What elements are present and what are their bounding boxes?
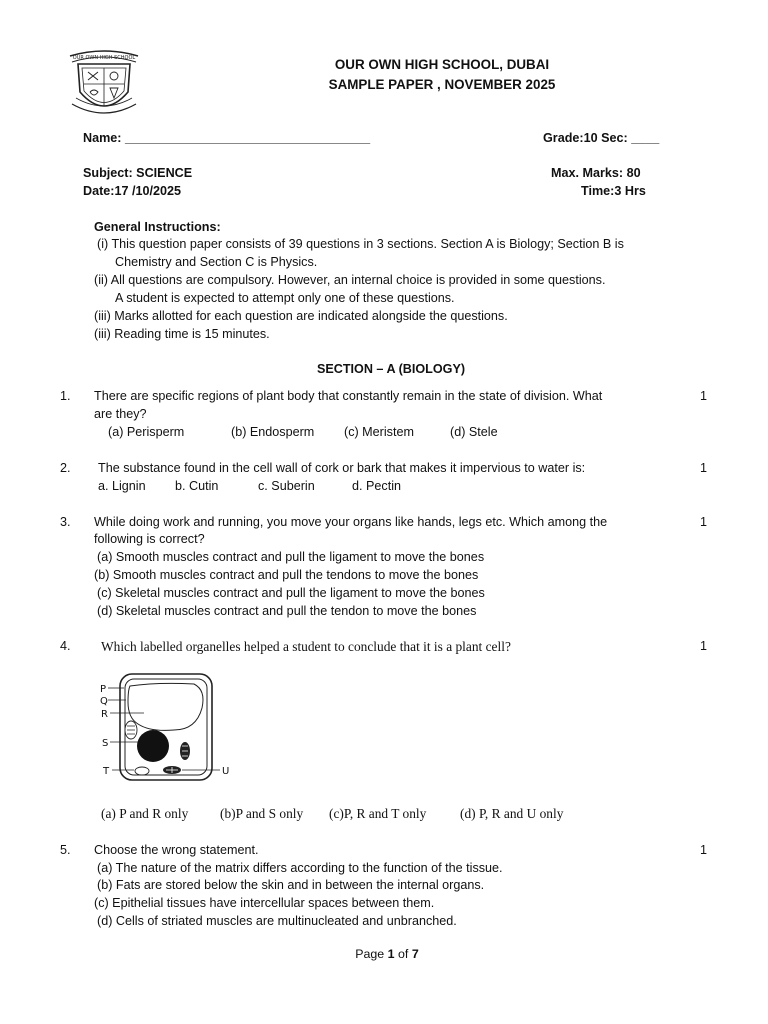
question-number: 5. — [60, 843, 71, 857]
question-text: While doing work and running, you move your organs like hands, legs etc. Which among the — [94, 515, 608, 529]
grade-section: Grade:10 Sec: ____ — [543, 131, 660, 145]
question-marks: 1 — [700, 843, 708, 857]
subject: Subject: SCIENCE — [83, 166, 193, 180]
option: (b)P and S only — [220, 806, 304, 821]
page-word: Page — [355, 947, 385, 961]
diagram-label: R — [101, 709, 108, 720]
paper-title: SAMPLE PAPER , NOVEMBER 2025 — [328, 77, 556, 92]
page-footer — [0, 946, 768, 964]
option: d. Pectin — [352, 479, 402, 493]
name-field[interactable] — [83, 130, 370, 148]
question-text-cont: are they? — [94, 407, 147, 421]
option: (c) Epithelial tissues have intercellular spaces between them. — [94, 896, 435, 910]
plant-cell-icon — [98, 672, 238, 784]
section-heading: SECTION – A (BIOLOGY) — [316, 362, 466, 376]
question-number: 3. — [60, 515, 71, 529]
option: b. Cutin — [175, 479, 219, 493]
logo-text: OUR OWN HIGH SCHOOL — [72, 55, 136, 61]
option: (a) P and R only — [101, 806, 189, 821]
diagram-label: U — [222, 766, 230, 777]
of-word: of — [398, 947, 409, 961]
instruction-item: (ii) All questions are compulsory. However, an internal choice is provided in some questions. — [94, 273, 606, 287]
option: (b) Fats are stored below the skin and in between the internal organs. — [97, 878, 485, 892]
option: (d) P, R and U only — [460, 806, 564, 821]
diagram-label: Q — [100, 696, 108, 707]
option: (a) Smooth muscles contract and pull the ligament to move the bones — [97, 550, 485, 564]
option: (b) Smooth muscles contract and pull the tendons to move the bones — [94, 568, 479, 582]
exam-time: Time:3 Hrs — [581, 184, 646, 198]
question-number: 1. — [60, 389, 71, 403]
instruction-item: (i) This question paper consists of 39 questions in 3 sections. Section A is Biology; Section B is — [97, 237, 624, 251]
school-name: OUR OWN HIGH SCHOOL, DUBAI — [334, 57, 550, 72]
option: a. Lignin — [98, 479, 146, 493]
option: (d) Cells of striated muscles are multinucleated and unbranched. — [97, 914, 457, 928]
option: (c)P, R and T only — [329, 806, 427, 821]
question-number: 2. — [60, 461, 71, 475]
instruction-item: (iii) Marks allotted for each question are indicated alongside the questions. — [94, 309, 508, 323]
diagram-label: S — [102, 738, 109, 749]
question-marks: 1 — [700, 461, 708, 475]
diagram-label: T — [103, 766, 110, 777]
question-text: Which labelled organelles helped a student to conclude that it is a plant cell? — [101, 639, 511, 654]
question-marks: 1 — [700, 639, 708, 653]
option: (d) Stele — [450, 425, 498, 439]
option: c. Suberin — [258, 479, 315, 493]
diagram-label: P — [100, 684, 107, 695]
option: (c) Skeletal muscles contract and pull the ligament to move the bones — [97, 586, 485, 600]
option: (d) Skeletal muscles contract and pull the tendon to move the bones — [97, 604, 477, 618]
plant-cell-diagram — [98, 672, 238, 784]
exam-date: Date:17 /10/2025 — [83, 184, 182, 198]
question-text: Choose the wrong statement. — [94, 843, 259, 857]
name-blank: ___________________________________ — [125, 131, 371, 145]
instruction-item-cont: A student is expected to attempt only one of these questions. — [115, 291, 455, 305]
page-current: 1 — [387, 947, 395, 961]
question-marks: 1 — [700, 389, 708, 403]
option: (b) Endosperm — [231, 425, 315, 439]
question-marks: 1 — [700, 515, 708, 529]
page-total: 7 — [411, 947, 419, 961]
question-text-cont: following is correct? — [94, 532, 205, 546]
question-number: 4. — [60, 639, 71, 653]
option: (a) Perisperm — [108, 425, 185, 439]
name-label: Name: — [83, 131, 122, 145]
question-text: The substance found in the cell wall of cork or bark that makes it impervious to water is: — [98, 461, 586, 475]
instruction-item-cont: Chemistry and Section C is Physics. — [115, 255, 318, 269]
instruction-item: (iii) Reading time is 15 minutes. — [94, 327, 270, 341]
option: (a) The nature of the matrix differs according to the function of the tissue. — [97, 861, 503, 875]
question-text: There are specific regions of plant body that constantly remain in the state of division. What — [94, 389, 603, 403]
option: (c) Meristem — [344, 425, 414, 439]
instructions-heading: General Instructions: — [94, 220, 221, 234]
max-marks: Max. Marks: 80 — [551, 166, 641, 180]
